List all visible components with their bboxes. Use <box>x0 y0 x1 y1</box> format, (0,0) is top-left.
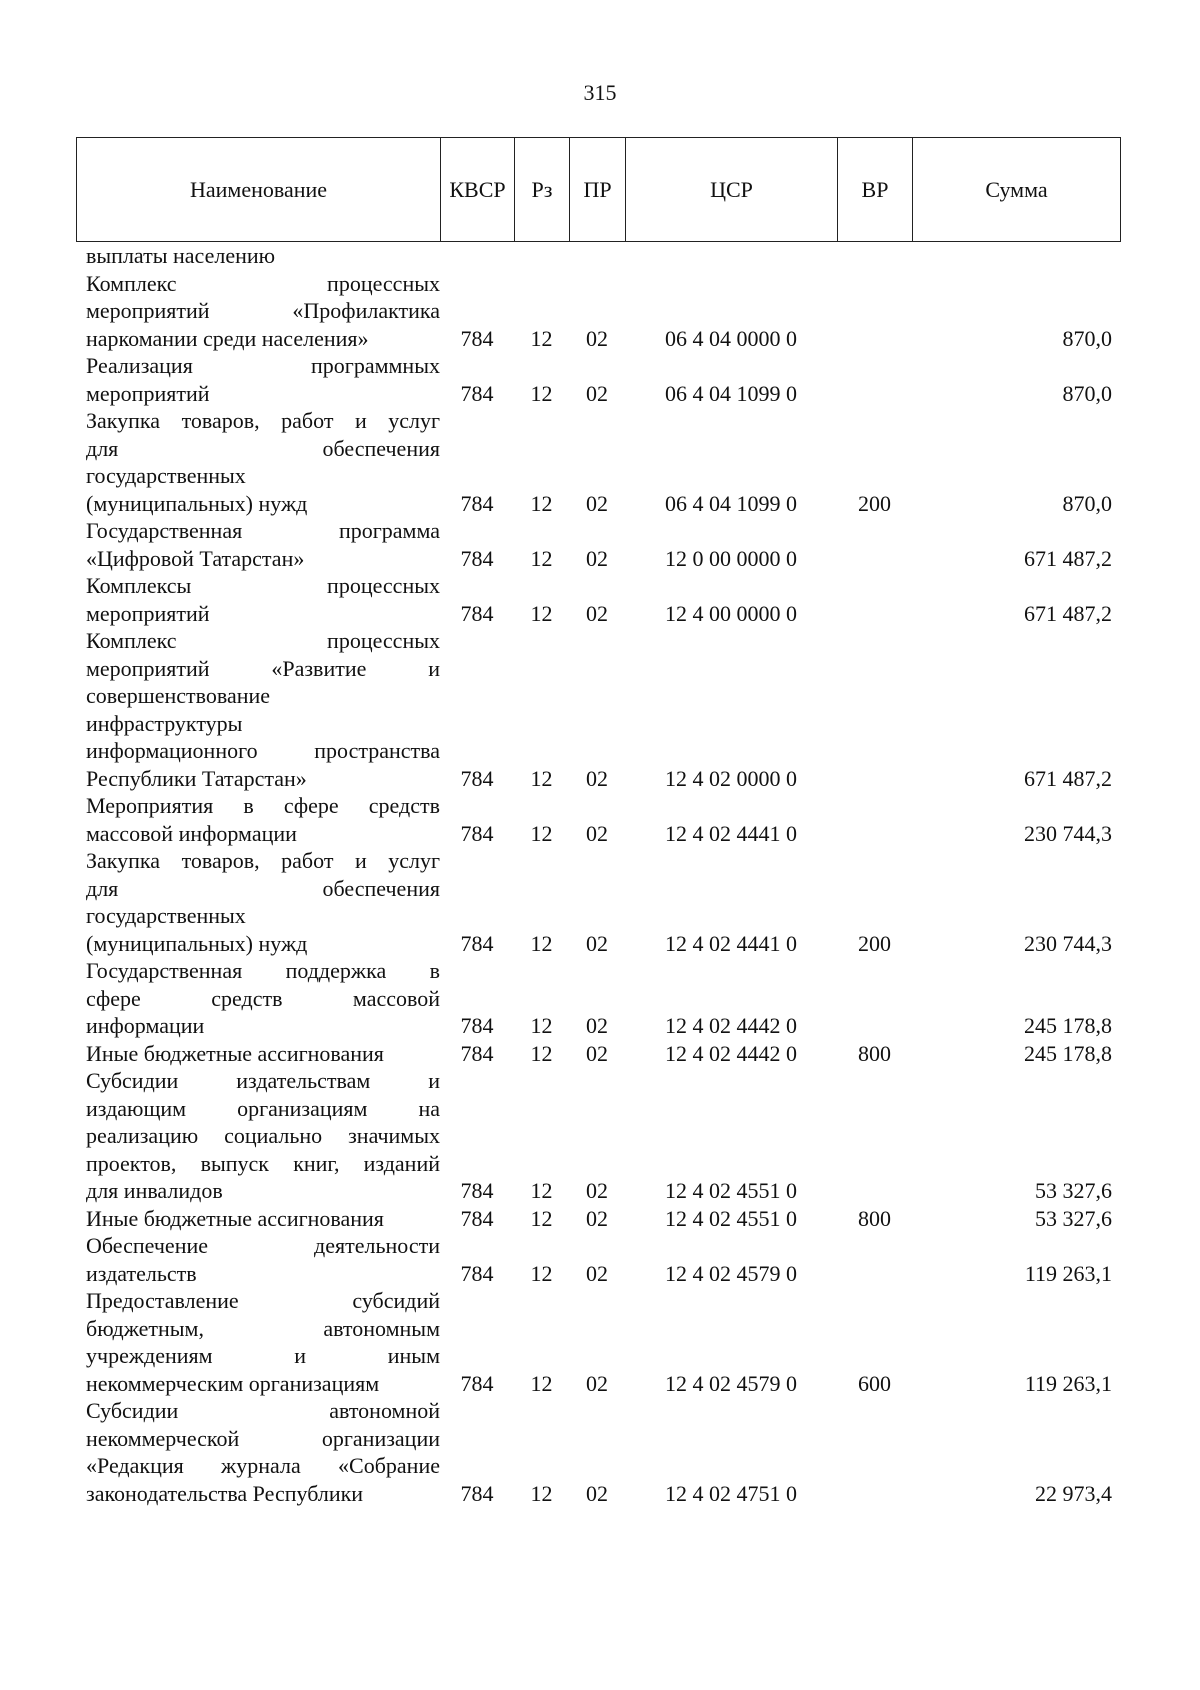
row-kvsr: 784 <box>460 1178 494 1203</box>
row-rz: 12 <box>530 1178 553 1203</box>
row-name-line: Комплекс процессных <box>86 628 440 653</box>
table-row <box>76 407 1120 517</box>
row-kvsr: 784 <box>460 380 494 406</box>
row-rz: 12 <box>530 1370 553 1396</box>
row-csr: 12 4 02 4551 0 <box>665 1178 797 1203</box>
row-name <box>76 270 440 353</box>
row-sum: 870,0 <box>1062 325 1112 351</box>
row-name-line: Иные бюджетные ассигнования <box>86 1205 384 1231</box>
row-name-line: выплаты населению <box>86 243 276 268</box>
table-row <box>76 957 1120 1040</box>
table-row <box>76 1205 1120 1233</box>
row-name-line: «Цифровой Татарстан» <box>86 545 305 571</box>
row-name-line: мероприятий «Развитие и <box>86 655 440 681</box>
row-name-line: Комплексы процессных <box>86 573 440 598</box>
row-pr: 02 <box>586 545 608 571</box>
row-rz: 12 <box>530 1205 553 1231</box>
row-name-line: издающим организациям на <box>86 1095 440 1121</box>
table-row <box>76 1232 1120 1287</box>
row-name-line: государственных <box>86 903 246 928</box>
row-sum: 53 327,6 <box>1035 1205 1112 1231</box>
row-name <box>76 407 440 517</box>
table-row <box>76 847 1120 957</box>
table-body <box>76 242 1120 1507</box>
row-name-line: Республики Татарстан» <box>86 765 307 791</box>
header-csr: ЦСР <box>626 138 838 242</box>
row-csr: 06 4 04 1099 0 <box>665 380 797 406</box>
row-name-line: Реализация программных <box>86 353 440 378</box>
row-name-line: для обеспечения <box>86 875 440 901</box>
row-name-line: информационного пространства <box>86 738 440 763</box>
row-kvsr: 784 <box>460 1260 494 1286</box>
row-sum: 119 263,1 <box>1024 1260 1112 1286</box>
table-row <box>76 352 1120 407</box>
row-csr: 12 4 02 4442 0 <box>665 1013 797 1038</box>
table-row <box>76 242 1120 270</box>
table-row <box>76 572 1120 627</box>
row-sum: 671 487,2 <box>1024 600 1112 626</box>
row-rz: 12 <box>530 490 553 516</box>
row-name-line: (муниципальных) нужд <box>86 490 308 516</box>
row-rz: 12 <box>530 325 553 351</box>
row-pr: 02 <box>586 600 608 626</box>
row-name-line: бюджетным, автономным <box>86 1315 440 1341</box>
row-sum: 870,0 <box>1062 490 1112 516</box>
row-kvsr: 784 <box>460 1205 494 1231</box>
row-kvsr: 784 <box>460 490 494 516</box>
header-name: Наименование <box>77 138 441 242</box>
row-name-line: Иные бюджетные ассигнования <box>86 1040 384 1066</box>
row-vr: 800 <box>858 1040 891 1066</box>
row-name-line: для инвалидов <box>86 1178 223 1203</box>
row-pr: 02 <box>586 1260 608 1286</box>
row-pr: 02 <box>586 325 608 351</box>
row-name <box>76 1287 440 1397</box>
row-kvsr: 784 <box>460 930 494 956</box>
table-row <box>76 792 1120 847</box>
row-name-line: Комплекс процессных <box>86 270 440 296</box>
row-name-line: проектов, выпуск книг, изданий <box>86 1150 440 1176</box>
table-row <box>76 517 1120 572</box>
row-kvsr: 784 <box>460 545 494 571</box>
row-rz: 12 <box>530 1013 553 1038</box>
row-csr: 12 4 02 4579 0 <box>665 1260 797 1286</box>
row-kvsr: 784 <box>460 325 494 351</box>
row-sum: 671 487,2 <box>1024 765 1112 791</box>
row-name <box>76 572 440 627</box>
row-name-line: наркомании среди населения» <box>86 325 369 351</box>
header-sum: Сумма <box>913 138 1121 242</box>
table-row <box>76 1067 1120 1205</box>
row-name-line: Закупка товаров, работ и услуг <box>86 848 440 873</box>
row-sum: 119 263,1 <box>1024 1370 1112 1396</box>
row-name-line: некоммерческим организациям <box>86 1370 380 1396</box>
row-name-line: массовой информации <box>86 820 297 846</box>
row-rz: 12 <box>530 765 553 791</box>
row-name <box>76 627 440 792</box>
row-sum: 245 178,8 <box>1024 1040 1112 1066</box>
row-sum: 230 744,3 <box>1024 820 1112 846</box>
row-pr: 02 <box>586 765 608 791</box>
row-sum: 22 973,4 <box>1035 1480 1112 1506</box>
row-name-line: мероприятий <box>86 380 210 406</box>
row-name-line: Субсидии автономной <box>86 1398 440 1423</box>
row-name-line: учреждениям и иным <box>86 1343 440 1368</box>
row-sum: 671 487,2 <box>1024 545 1112 571</box>
row-sum: 870,0 <box>1062 380 1112 406</box>
table-row <box>76 1397 1120 1507</box>
row-name-line: (муниципальных) нужд <box>86 930 308 956</box>
row-name <box>76 242 440 270</box>
row-csr: 06 4 04 0000 0 <box>665 325 797 351</box>
row-csr: 12 4 02 4441 0 <box>665 930 797 956</box>
row-name <box>76 792 440 847</box>
row-name <box>76 1232 440 1287</box>
row-vr: 200 <box>858 490 891 516</box>
row-name-line: некоммерческой организации <box>86 1425 440 1451</box>
row-name <box>76 1040 440 1068</box>
row-kvsr: 784 <box>460 1013 494 1038</box>
row-name <box>76 957 440 1040</box>
row-pr: 02 <box>586 1178 608 1203</box>
row-vr: 200 <box>858 930 891 956</box>
table-row <box>76 270 1120 353</box>
row-sum: 53 327,6 <box>1035 1178 1112 1203</box>
row-name-line: Государственная поддержка в <box>86 958 440 983</box>
row-csr: 12 4 02 4442 0 <box>665 1040 797 1066</box>
row-name-line: инфраструктуры <box>86 710 243 736</box>
row-sum: 230 744,3 <box>1024 930 1112 956</box>
header-kvsr: КВСР <box>441 138 515 242</box>
row-kvsr: 784 <box>460 1040 494 1066</box>
row-rz: 12 <box>530 930 553 956</box>
row-rz: 12 <box>530 1040 553 1066</box>
row-name-line: мероприятий «Профилактика <box>86 298 440 323</box>
header-pr: ПР <box>570 138 626 242</box>
row-rz: 12 <box>530 1480 553 1506</box>
row-name-line: Предоставление субсидий <box>86 1288 440 1313</box>
row-name <box>76 352 440 407</box>
row-name-line: «Редакция журнала «Собрание <box>86 1453 440 1478</box>
row-kvsr: 784 <box>460 820 494 846</box>
row-kvsr: 784 <box>460 1480 494 1506</box>
row-rz: 12 <box>530 380 553 406</box>
row-name <box>76 1205 440 1233</box>
row-kvsr: 784 <box>460 600 494 626</box>
row-csr: 12 4 02 0000 0 <box>665 765 797 791</box>
row-name-line: Государственная программа <box>86 518 440 543</box>
row-pr: 02 <box>586 930 608 956</box>
table-row <box>76 627 1120 792</box>
row-name-line: издательств <box>86 1260 197 1286</box>
row-kvsr: 784 <box>460 1370 494 1396</box>
row-rz: 12 <box>530 545 553 571</box>
row-csr: 12 4 02 4751 0 <box>665 1480 797 1506</box>
row-rz: 12 <box>530 600 553 626</box>
row-name-line: совершенствование <box>86 683 271 708</box>
row-csr: 12 0 00 0000 0 <box>665 545 797 571</box>
row-rz: 12 <box>530 1260 553 1286</box>
row-pr: 02 <box>586 380 608 406</box>
row-vr: 800 <box>858 1205 891 1231</box>
row-name-line: Обеспечение деятельности <box>86 1233 440 1258</box>
row-pr: 02 <box>586 1480 608 1506</box>
row-csr: 12 4 02 4441 0 <box>665 820 797 846</box>
row-pr: 02 <box>586 1370 608 1396</box>
row-name-line: сфере средств массовой <box>86 985 440 1011</box>
row-name-line: государственных <box>86 463 246 488</box>
row-vr: 600 <box>858 1370 891 1396</box>
row-pr: 02 <box>586 1205 608 1231</box>
row-name-line: реализацию социально значимых <box>86 1123 440 1148</box>
row-csr: 12 4 00 0000 0 <box>665 600 797 626</box>
row-pr: 02 <box>586 820 608 846</box>
row-csr: 12 4 02 4551 0 <box>665 1205 797 1231</box>
table-row <box>76 1040 1120 1068</box>
row-pr: 02 <box>586 1040 608 1066</box>
row-pr: 02 <box>586 490 608 516</box>
row-pr: 02 <box>586 1013 608 1038</box>
row-csr: 06 4 04 1099 0 <box>665 490 797 516</box>
header-rz: Рз <box>515 138 570 242</box>
row-csr: 12 4 02 4579 0 <box>665 1370 797 1396</box>
row-name-line: Мероприятия в сфере средств <box>86 793 440 818</box>
row-name-line: Закупка товаров, работ и услуг <box>86 408 440 433</box>
row-name <box>76 1397 440 1507</box>
row-name <box>76 1067 440 1205</box>
row-name-line: мероприятий <box>86 600 210 626</box>
table-row <box>76 1287 1120 1397</box>
row-sum: 245 178,8 <box>1024 1013 1112 1038</box>
row-name-line: законодательства Республики <box>86 1480 364 1506</box>
row-rz: 12 <box>530 820 553 846</box>
header-vr: ВР <box>838 138 913 242</box>
row-name-line: информации <box>86 1013 205 1038</box>
row-name <box>76 847 440 957</box>
page-number: 315 <box>583 80 617 105</box>
table-header <box>76 137 1121 242</box>
row-name-line: для обеспечения <box>86 435 440 461</box>
row-name-line: Субсидии издательствам и <box>86 1068 440 1093</box>
row-name <box>76 517 440 572</box>
row-kvsr: 784 <box>460 765 494 791</box>
